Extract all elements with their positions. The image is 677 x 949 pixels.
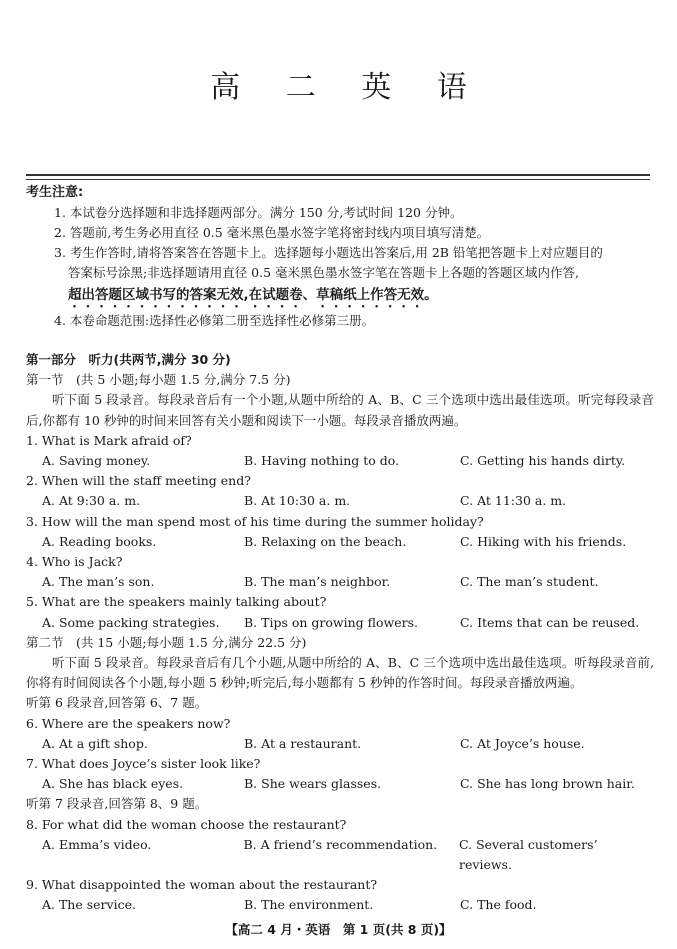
divider (26, 179, 650, 180)
divider (26, 174, 650, 176)
question-stem: 8. For what did the woman choose the restaurant? (26, 816, 347, 832)
recording-note: 听第 6 段录音,回答第 6、7 题。 (26, 695, 208, 711)
option-b: B. Relaxing on the beach. (244, 533, 407, 549)
option-c: C. Items that can be reused. (460, 614, 640, 630)
option-a: A. Reading books. (42, 533, 157, 549)
question-options (26, 532, 654, 552)
question-options (26, 774, 654, 794)
question-stem: 7. What does Joyce’s sister look like? (26, 756, 261, 772)
question-stem: 2. When will the staff meeting end? (26, 473, 251, 489)
section2-instructions: 听下面 5 段录音。每段录音后有几个小题,从题中所给的 A、B、C 三个选项中选出最佳选项。听每段录音前,你将有时间阅读各个小题,每小题 5 秒钟;听完后,每小题都有 5 秒钟的作答时间。每段录音播放两遍。 (26, 655, 654, 691)
question-options (26, 451, 654, 471)
option-a: A. The man’s son. (42, 574, 155, 590)
exam-notice (26, 183, 656, 331)
section1-heading: 第一节 (共 5 小题;每小题 1.5 分,满分 7.5 分) (26, 372, 291, 388)
question-stem: 6. Where are the speakers now? (26, 715, 231, 731)
option-c: C. At 11:30 a. m. (460, 493, 567, 509)
question-options (26, 895, 654, 915)
question-options (26, 835, 654, 875)
option-a: A. Some packing strategies. (42, 614, 220, 630)
option-c: C. The man’s student. (460, 574, 599, 590)
notice-item: 2. 答题前,考生务必用直径 0.5 毫米黑色墨水签字笔将密封线内项目填写清楚。 (54, 225, 490, 240)
page-footer: 【高二 4 月・英语 第 1 页(共 8 页)】 (225, 922, 452, 937)
section1-instructions: 听下面 5 段录音。每段录音后有一个小题,从题中所给的 A、B、C 三个选项中选出最佳选项。听完每段录音后,你都有 10 秒钟的时间来回答有关小题和阅读下一小题。每段录音播放两遍。 (26, 392, 654, 428)
option-a: A. At a gift shop. (42, 735, 148, 751)
notice-item: 4. 本卷命题范围:选择性必修第二册至选择性必修第三册。 (54, 313, 375, 328)
option-b: B. The man’s neighbor. (244, 574, 391, 590)
part-heading: 第一部分 听力(共两节,满分 30 分) (26, 352, 231, 367)
option-b: B. At a restaurant. (244, 735, 362, 751)
option-a: A. Emma’s video. (42, 836, 152, 852)
option-c: C. At Joyce’s house. (460, 735, 585, 751)
notice-item: 1. 本试卷分选择题和非选择题两部分。满分 150 分,考试时间 120 分钟。 (54, 205, 463, 220)
question-stem: 3. How will the man spend most of his time during the summer holiday? (26, 513, 484, 529)
question-options (26, 572, 654, 592)
question-options (26, 613, 654, 633)
question-stem: 5. What are the speakers mainly talking about? (26, 594, 327, 610)
option-b: B. Having nothing to do. (244, 453, 400, 469)
question-stem: 9. What disappointed the woman about the restaurant? (26, 877, 378, 893)
option-c: C. Getting his hands dirty. (460, 453, 626, 469)
option-a: A. She has black eyes. (42, 776, 184, 792)
option-c: C. Hiking with his friends. (460, 533, 627, 549)
notice-heading: 考生注意: (26, 185, 84, 200)
option-b: B. The environment. (244, 897, 374, 913)
option-c: C. Several customers’ reviews. (459, 836, 598, 873)
option-b: B. A friend’s recommendation. (243, 836, 438, 852)
question-stem: 1. What is Mark afraid of? (26, 432, 192, 448)
section2-heading: 第二节 (共 15 小题;每小题 1.5 分,满分 22.5 分) (26, 634, 307, 650)
option-a: A. At 9:30 a. m. (42, 493, 141, 509)
option-b: B. She wears glasses. (244, 776, 382, 792)
notice-item-continued: 答案标号涂黑;非选择题请用直径 0.5 毫米黑色墨水签字笔在答题卡上各题的答题区域内作答, (68, 265, 580, 280)
option-b: B. At 10:30 a. m. (244, 493, 351, 509)
option-a: A. The service. (42, 897, 136, 913)
question-options (26, 491, 654, 511)
question-stem: 4. Who is Jack? (26, 554, 123, 570)
notice-emphasis: 超出答题区域书写的答案无效,在试题卷、草稿纸上作答无效。 (68, 287, 438, 303)
page-title: 高 二 英 语 (210, 70, 485, 105)
question-options (26, 734, 654, 754)
option-a: A. Saving money. (42, 453, 151, 469)
option-c: C. She has long brown hair. (460, 776, 635, 792)
option-b: B. Tips on growing flowers. (244, 614, 418, 630)
option-c: C. The food. (460, 897, 537, 913)
part-one-listening (26, 350, 654, 916)
recording-note: 听第 7 段录音,回答第 8、9 题。 (26, 796, 208, 812)
notice-item: 3. 考生作答时,请将答案答在答题卡上。选择题每小题选出答案后,用 2B 铅笔把答题卡上对应题目的 (54, 245, 603, 260)
